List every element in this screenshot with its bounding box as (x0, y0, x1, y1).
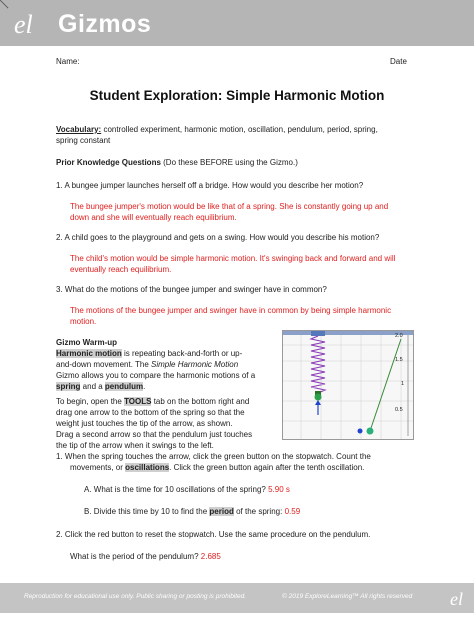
answer-1-line1: The bungee jumper's motion would be like that of a spring. She is constantly going up and (70, 202, 389, 211)
name-label: Name: (56, 57, 80, 66)
term-tools: TOOLS (124, 397, 152, 406)
pendulum-arrow-tip-icon (358, 429, 363, 434)
step-2-question-text: What is the period of the pendulum? (70, 552, 199, 561)
gizmos-logo-icon (8, 8, 50, 40)
term-harmonic-motion: Harmonic motion (56, 349, 122, 358)
spring-icon (311, 336, 325, 393)
term-period: period (209, 507, 234, 516)
svg-text:el: el (14, 10, 33, 39)
sim-tick-2: 2.0 (395, 333, 403, 339)
date-label: Date (390, 57, 407, 66)
answer-2-line1: The child's motion would be simple harmonic motion. It's swinging back and forward and will (70, 254, 396, 263)
step-1-line2 (70, 462, 364, 473)
step-1-text-b: . Click the green button again after the tenth oscillation. (169, 463, 365, 472)
spring-mount-icon (311, 331, 325, 336)
warmup-heading: Gizmo Warm-up (56, 338, 118, 347)
answer-2-line2: eventually reach equilibrium. (70, 265, 172, 274)
answer-3-line2: motion. (70, 317, 97, 326)
prior-heading-text: Prior Knowledge Questions (56, 158, 161, 167)
answer-1-line2: down and she will eventually reach equilibrium. (70, 213, 237, 222)
sim-tick-1: 1 (401, 381, 405, 387)
pendulum-string-icon (370, 339, 401, 431)
term-spring: spring (56, 382, 81, 391)
warmup-p2-line2: drag one arrow to the bottom of the spring so that the (56, 408, 245, 417)
warmup-p1-text-a: is repeating back-and-forth or up- (121, 349, 243, 358)
step-1b-question-a: B. Divide this time by 10 to find the (84, 507, 210, 516)
warmup-p1-text-b: and-down movement. The (56, 360, 152, 369)
step-1-line1: 1. When the spring touches the arrow, click the green button on the stopwatch. Count the (56, 452, 371, 461)
step-1b (84, 506, 300, 517)
step-1-text-a: movements, or (70, 463, 126, 472)
gizmo-name-italic: Simple Harmonic Motion (151, 360, 239, 369)
footer-logo-icon (446, 584, 472, 612)
warmup-p1-line4 (56, 381, 145, 392)
spring-weight-icon (315, 394, 322, 401)
step-1b-answer: 0.59 (284, 507, 301, 516)
vocabulary-terms-line2: spring constant (56, 136, 111, 145)
step-1b-question-b: of the spring: (233, 507, 283, 516)
warmup-p2-line5: the tip of the arrow when it swings to the left. (56, 441, 214, 450)
step-2-line: 2. Click the red button to reset the stopwatch. Use the same procedure on the pendulum. (56, 530, 371, 539)
brand-name: Gizmos (58, 10, 152, 38)
vocabulary-terms-line1: controlled experiment, harmonic motion, oscillation, pendulum, period, spring, (103, 125, 378, 134)
warmup-p2-line3: weight just touches the tip of the arrow, as shown. (56, 419, 233, 428)
svg-text:el: el (450, 589, 463, 609)
question-3: 3. What do the motions of the bungee jumper and swinger have in common? (56, 285, 327, 294)
warmup-p2-text-a: To begin, open the (56, 397, 125, 406)
term-oscillations: oscillations (125, 463, 170, 472)
footer-right-text: © 2019 ExploreLearning™ All rights reserved (282, 593, 413, 600)
warmup-p2-text-b: tab on the bottom right and (151, 397, 250, 406)
sim-tick-0-5: 0.5 (395, 407, 403, 413)
warmup-p2-line1 (56, 396, 249, 407)
warmup-p2-line4: Drag a second arrow so that the pendulum just touches (56, 430, 253, 439)
question-1: 1. A bungee jumper launches herself off a bridge. How would you describe her motion? (56, 181, 364, 190)
vocabulary-label: Vocabulary: (56, 125, 102, 134)
footer-left-text: Reproduction for educational use only. Public sharing or posting is prohibited. (24, 593, 247, 600)
prior-knowledge-heading (56, 157, 298, 168)
warmup-p1-end: . (143, 382, 146, 391)
step-1a (84, 484, 290, 495)
step-1a-answer: 5.90 s (268, 485, 290, 494)
question-2: 2. A child goes to the playground and gets on a swing. How would you describe his motion? (56, 233, 380, 242)
sim-tick-1-5: 1.5 (395, 357, 403, 363)
pendulum-bob-icon (367, 428, 374, 435)
prior-heading-note: (Do these BEFORE using the Gizmo.) (163, 158, 298, 167)
warmup-p1-line2 (56, 359, 238, 370)
warmup-p1-line3: Gizmo allows you to compare the harmonic motions of a (56, 371, 256, 380)
term-pendulum: pendulum (104, 382, 144, 391)
vocabulary-block (56, 124, 436, 135)
step-2-answer: 2.685 (200, 552, 221, 561)
answer-3-line1: The motions of the bungee jumper and swinger have in common by being simple harmonic (70, 306, 392, 315)
warmup-p1-line1 (56, 348, 242, 359)
step-2-question (70, 551, 221, 562)
warmup-p1-and: and a (80, 382, 105, 391)
page-title: Student Exploration: Simple Harmonic Motion (89, 88, 385, 103)
simulation-screenshot (282, 330, 414, 440)
step-1a-question: A. What is the time for 10 oscillations of the spring? (84, 485, 266, 494)
